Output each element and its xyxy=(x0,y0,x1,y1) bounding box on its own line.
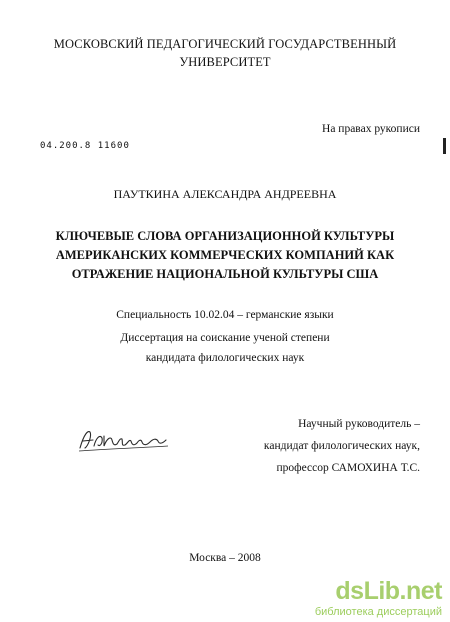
degree-line2: кандидата филологических наук xyxy=(145,352,305,364)
author-name: ПАУТКИНА АЛЕКСАНДРА АНДРЕЕВНА xyxy=(113,187,337,201)
degree-line1: Диссертация на соискание ученой степени xyxy=(120,332,330,344)
dslib-subtitle: библиотека диссертаций xyxy=(314,606,442,618)
specialty: Специальность 10.02.04 – германские языки xyxy=(116,309,334,321)
supervisor-line2: кандидат филологических наук, xyxy=(263,440,420,452)
dslib-watermark[interactable] xyxy=(315,579,442,618)
university-name-line2: УНИВЕРСИТЕТ xyxy=(179,55,271,69)
dslib-logo: dsLib.net xyxy=(335,577,442,605)
handwritten-signature xyxy=(76,424,172,461)
dissertation-title-line1: КЛЮЧЕВЫЕ СЛОВА ОРГАНИЗАЦИОННОЙ КУЛЬТУРЫ xyxy=(55,229,395,243)
university-name-line1: МОСКОВСКИЙ ПЕДАГОГИЧЕСКИЙ ГОСУДАРСТВЕННЫЙ xyxy=(53,37,397,51)
manuscript-rights-label: На правах рукописи xyxy=(322,123,420,135)
edge-scan-mark xyxy=(443,138,446,154)
dissertation-title-line2: АМЕРИКАНСКИХ КОММЕРЧЕСКИХ КОМПАНИЙ КАК xyxy=(55,248,395,262)
supervisor-line1: Научный руководитель – xyxy=(298,418,420,430)
registry-number: 04.200.8 11600 xyxy=(40,141,130,151)
city-year: Москва – 2008 xyxy=(189,552,261,564)
supervisor-line3: профессор САМОХИНА Т.С. xyxy=(276,462,420,474)
dissertation-title-line3: ОТРАЖЕНИЕ НАЦИОНАЛЬНОЙ КУЛЬТУРЫ США xyxy=(71,267,379,281)
